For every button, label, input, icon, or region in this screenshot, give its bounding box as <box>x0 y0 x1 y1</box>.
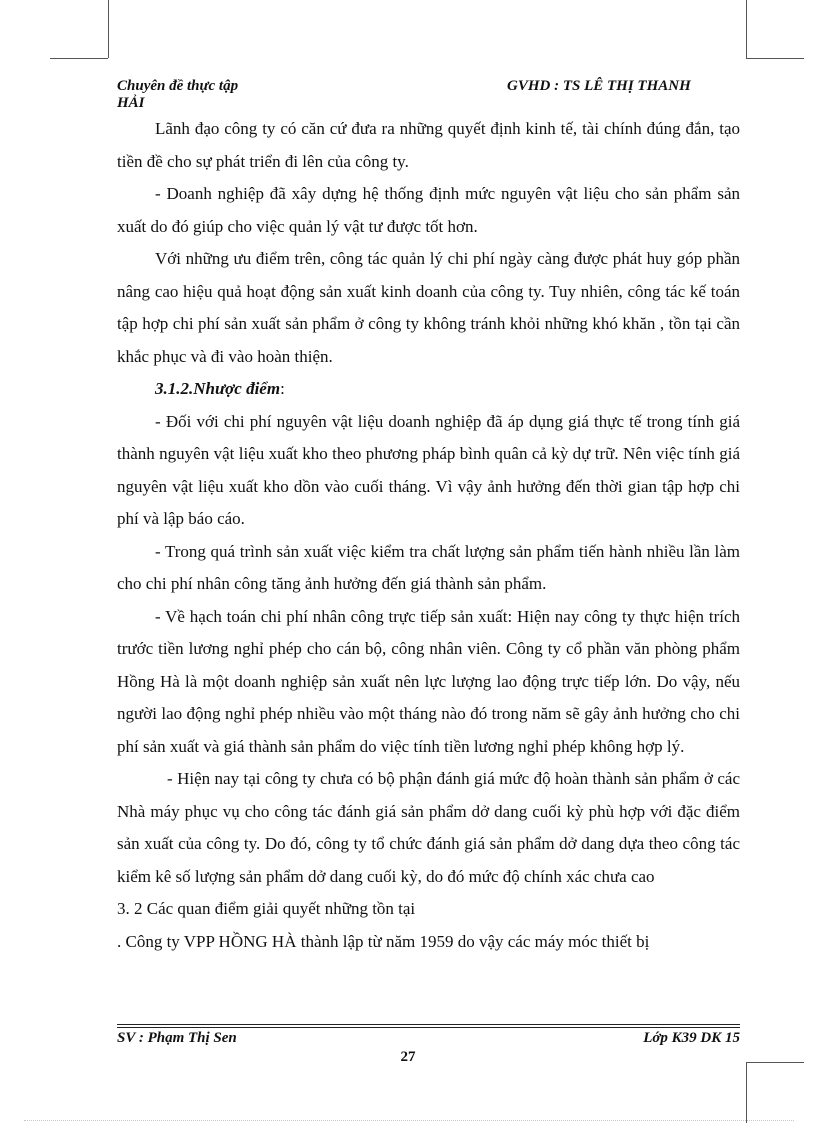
corner-mark-top-right <box>746 0 747 58</box>
paragraph-8: 3. 2 Các quan điểm giải quyết những tồn tại <box>117 899 416 918</box>
footer-rule-bottom <box>117 1027 740 1028</box>
paragraph-2: - Doanh nghiệp đã xây dựng hệ thống định mức nguyên vật liệu cho sản phẩm sản xuất do đó giúp cho việc quản lý vật tư được tốt hơn. <box>117 184 740 236</box>
page-bottom-dotted-line <box>24 1120 794 1121</box>
header-right-text: GVHD : TS LÊ THỊ THANH <box>507 78 691 94</box>
paragraph-1: Lãnh đạo công ty có căn cứ đưa ra những quyết định kinh tế, tài chính đúng đắn, tạo tiền đề cho sự phát triển đi lên của công ty. <box>117 119 740 171</box>
footer-student-name: SV : Phạm Thị Sen <box>117 1030 237 1046</box>
corner-mark-top-left-h <box>50 58 108 59</box>
paragraph-4: - Đối với chi phí nguyên vật liệu doanh nghiệp đã áp dụng giá thực tế trong tính giá thành nguyên vật liệu xuất kho theo phương pháp bình quân cả kỳ dự trữ. Nên việc tính giá nguyên vật liệu xuất kho dồn vào cuối tháng. Vì vậy ảnh hưởng đến thời gian tập hợp chi phí và lập báo cáo. <box>117 411 740 528</box>
paragraph-5: - Trong quá trình sản xuất việc kiểm tra chất lượng sản phẩm tiến hành nhiều lần làm cho chi phí nhân công tăng ảnh hưởng đến giá thành sản phẩm. <box>117 541 740 593</box>
paragraph-7: - Hiện nay tại công ty chưa có bộ phận đánh giá mức độ hoàn thành sản phẩm ở các Nhà máy phục vụ cho công tác đánh giá sản phẩm dở dang cuối kỳ phù hợp với đặc điểm sản xuất của công ty. Do đó, công ty tổ chức đánh giá sản phẩm dở dang dựa theo công tác kiểm kê số lượng sản phẩm dở dang cuối kỳ, do đó mức độ chính xác chưa cao <box>117 769 740 886</box>
page-number: 27 <box>400 1049 416 1065</box>
corner-mark-top-left <box>108 0 109 58</box>
section-heading <box>117 373 740 406</box>
footer-rule-top <box>117 1024 740 1025</box>
corner-mark-top-right-h <box>746 58 804 59</box>
section-heading-colon: : <box>280 379 285 398</box>
paragraph-9: . Công ty VPP HỒNG HÀ thành lập từ năm 1959 do vậy các máy móc thiết bị <box>117 931 650 951</box>
paragraph-3: Với những ưu điểm trên, công tác quản lý chi phí ngày càng được phát huy góp phần nâng cao hiệu quả hoạt động sản xuất kinh doanh của công ty. Tuy nhiên, công tác kế toán tập hợp chi phí sản xuất sản phẩm ở công ty không tránh khỏi những khó khăn , tồn tại cần khắc phục và đi vào hoàn thiện. <box>117 249 740 366</box>
header-left-text: Chuyên đề thực tập HẢI <box>117 78 239 111</box>
corner-mark-bottom-right <box>746 1062 747 1123</box>
document-body <box>117 113 740 958</box>
footer-class-code: Lớp K39 DK 15 <box>643 1030 740 1046</box>
paragraph-6: - Về hạch toán chi phí nhân công trực tiếp sản xuất: Hiện nay công ty thực hiện trích trước tiền lương nghỉ phép cho cán bộ, công nhân viên. Công ty cổ phần văn phòng phẩm Hồng Hà là một doanh nghiệp sản xuất nên lực lượng lao động trực tiếp lớn. Do vậy, nếu người lao động nghỉ phép nhiều vào một tháng nào đó trong năm sẽ gây ảnh hưởng cho chi phí sản xuất và giá thành sản phẩm do việc tính tiền lương nghỉ phép không hợp lý. <box>117 606 740 756</box>
page-header <box>117 78 747 118</box>
section-heading-text: 3.1.2.Nhược điểm <box>155 379 281 398</box>
page-footer <box>117 1030 740 1050</box>
